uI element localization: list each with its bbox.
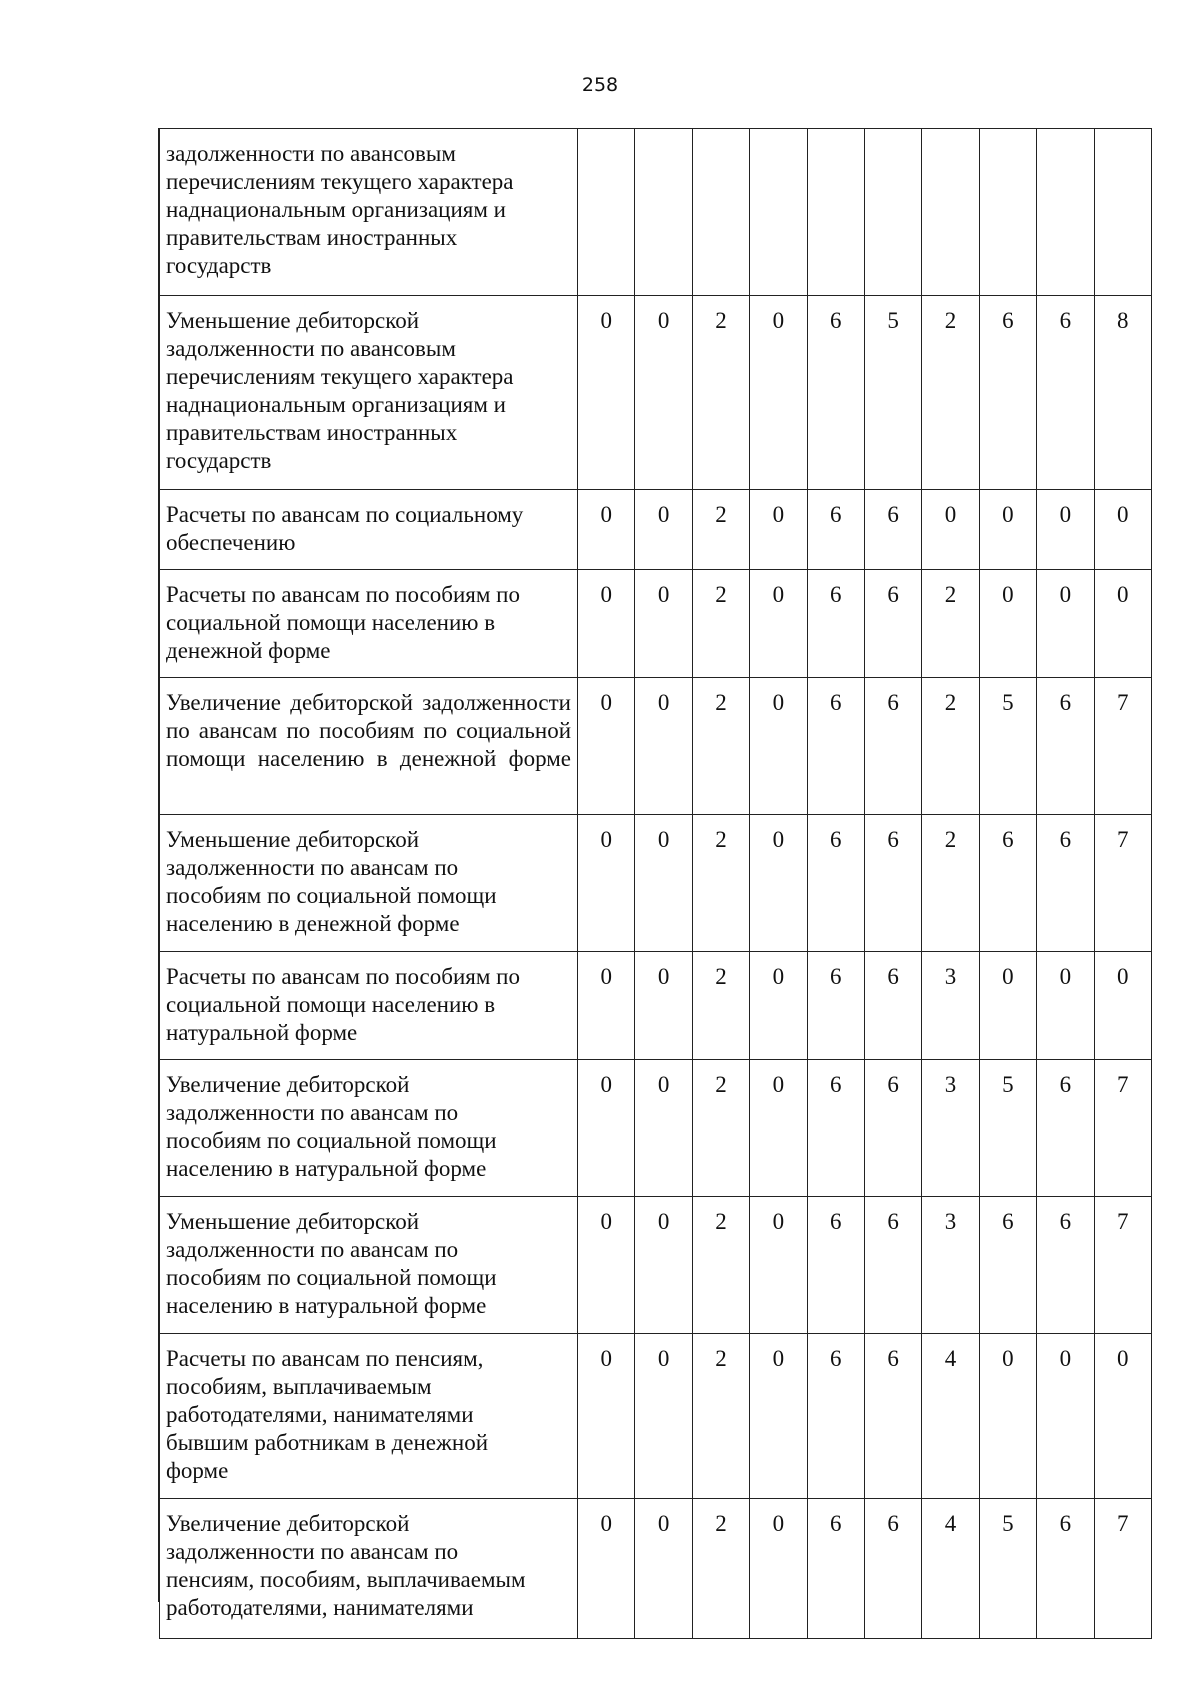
code-digit-cell (807, 129, 864, 296)
code-digit-cell: 6 (979, 815, 1036, 952)
code-digit-cell: 2 (922, 296, 979, 490)
code-digit-cell: 0 (750, 1197, 807, 1334)
code-digit-cell: 0 (1094, 952, 1151, 1060)
code-digit-cell: 0 (578, 490, 635, 570)
code-digit-cell: 6 (864, 1499, 921, 1639)
row-description: Увеличение дебиторской задолженности по авансам по пособиям по социальной помощи населению в денежной форме (160, 678, 578, 815)
code-digit-cell: 6 (807, 1197, 864, 1334)
code-digit-cell (979, 129, 1036, 296)
table-row (160, 1060, 1152, 1197)
code-digit-cell: 6 (864, 1197, 921, 1334)
row-description: Увеличение дебиторской задолженности по авансам по пенсиям, пособиям, выплачиваемым работодателями, нанимателями (160, 1499, 578, 1639)
code-digit-cell: 2 (692, 678, 749, 815)
row-description: Расчеты по авансам по пенсиям, пособиям, выплачиваемым работодателями, нанимателями бывшим работникам в денежной форме (160, 1334, 578, 1499)
code-digit-cell: 0 (979, 490, 1036, 570)
code-digit-cell: 0 (1037, 490, 1094, 570)
code-digit-cell: 0 (635, 678, 692, 815)
code-digit-cell: 6 (979, 1197, 1036, 1334)
code-digit-cell: 0 (635, 1197, 692, 1334)
code-digit-cell: 6 (1037, 296, 1094, 490)
code-digit-cell: 0 (922, 490, 979, 570)
code-digit-cell: 6 (807, 1060, 864, 1197)
code-digit-cell: 0 (578, 678, 635, 815)
code-digit-cell: 0 (979, 1334, 1036, 1499)
code-digit-cell: 7 (1094, 1060, 1151, 1197)
code-digit-cell (578, 129, 635, 296)
code-digit-cell: 5 (979, 1060, 1036, 1197)
code-digit-cell: 4 (922, 1334, 979, 1499)
code-digit-cell: 4 (922, 1499, 979, 1639)
code-digit-cell: 6 (807, 296, 864, 490)
row-description: Расчеты по авансам по пособиям по социальной помощи населению в натуральной форме (160, 952, 578, 1060)
row-description: Расчеты по авансам по пособиям по социальной помощи населению в денежной форме (160, 570, 578, 678)
code-digit-cell (1094, 129, 1151, 296)
code-digit-cell: 0 (635, 570, 692, 678)
table-row (160, 1499, 1152, 1639)
code-digit-cell: 2 (692, 1499, 749, 1639)
code-digit-cell: 6 (1037, 1197, 1094, 1334)
table-row (160, 678, 1152, 815)
code-digit-cell: 0 (635, 815, 692, 952)
code-digit-cell: 6 (807, 490, 864, 570)
code-digit-cell: 6 (864, 1060, 921, 1197)
code-digit-cell: 6 (864, 678, 921, 815)
code-digit-cell: 8 (1094, 296, 1151, 490)
code-digit-cell: 7 (1094, 1197, 1151, 1334)
code-digit-cell: 6 (1037, 1499, 1094, 1639)
code-digit-cell: 0 (979, 952, 1036, 1060)
code-digit-cell: 6 (807, 1334, 864, 1499)
code-digit-cell: 0 (750, 1499, 807, 1639)
code-digit-cell: 7 (1094, 678, 1151, 815)
code-digit-cell: 0 (750, 570, 807, 678)
code-digit-cell: 2 (692, 1197, 749, 1334)
code-digit-cell (864, 129, 921, 296)
code-digit-cell: 2 (692, 490, 749, 570)
code-digit-cell: 0 (1037, 952, 1094, 1060)
row-description: задолженности по авансовым перечислениям текущего характера наднациональным организациям и правительствам иностранных государств (160, 129, 578, 296)
code-digit-cell: 0 (750, 296, 807, 490)
code-digit-cell: 3 (922, 1060, 979, 1197)
code-digit-cell: 7 (1094, 1499, 1151, 1639)
code-digit-cell: 6 (864, 1334, 921, 1499)
code-digit-cell: 2 (692, 815, 749, 952)
code-digit-cell: 6 (1037, 678, 1094, 815)
code-digit-cell: 2 (692, 570, 749, 678)
code-digit-cell: 2 (692, 952, 749, 1060)
code-digit-cell: 0 (1037, 1334, 1094, 1499)
code-digit-cell: 0 (635, 490, 692, 570)
code-digit-cell: 0 (750, 490, 807, 570)
code-digit-cell: 0 (578, 1197, 635, 1334)
code-digit-cell: 0 (750, 815, 807, 952)
code-digit-cell: 0 (750, 1334, 807, 1499)
code-digit-cell: 3 (922, 1197, 979, 1334)
code-digit-cell: 6 (979, 296, 1036, 490)
code-digit-cell: 6 (864, 952, 921, 1060)
code-digit-cell: 0 (1094, 570, 1151, 678)
code-digit-cell: 0 (635, 1060, 692, 1197)
table-row (160, 1197, 1152, 1334)
code-digit-cell: 0 (1037, 570, 1094, 678)
row-description: Уменьшение дебиторской задолженности по авансам по пособиям по социальной помощи населению в натуральной форме (160, 1197, 578, 1334)
code-digit-cell: 0 (979, 570, 1036, 678)
code-digit-cell: 2 (922, 815, 979, 952)
row-description: Уменьшение дебиторской задолженности по авансовым перечислениям текущего характера наднациональным организациям и правительствам иностранных государств (160, 296, 578, 490)
table-row (160, 490, 1152, 570)
code-digit-cell: 6 (807, 1499, 864, 1639)
table-row (160, 952, 1152, 1060)
code-digit-cell: 6 (807, 815, 864, 952)
table-row (160, 815, 1152, 952)
code-digit-cell: 2 (692, 1334, 749, 1499)
code-digit-cell: 3 (922, 952, 979, 1060)
code-digit-cell: 5 (979, 678, 1036, 815)
code-digit-cell: 0 (750, 952, 807, 1060)
code-digit-cell: 6 (864, 815, 921, 952)
code-digit-cell: 6 (1037, 1060, 1094, 1197)
code-digit-cell: 0 (635, 952, 692, 1060)
code-digit-cell: 0 (635, 1334, 692, 1499)
code-digit-cell: 6 (807, 570, 864, 678)
table-body (160, 129, 1152, 1639)
code-digit-cell: 2 (922, 678, 979, 815)
code-digit-cell: 0 (1094, 490, 1151, 570)
row-description: Расчеты по авансам по социальному обеспечению (160, 490, 578, 570)
table-row (160, 1334, 1152, 1499)
code-digit-cell: 0 (635, 1499, 692, 1639)
table-row (160, 570, 1152, 678)
code-digit-cell: 7 (1094, 815, 1151, 952)
table-row (160, 129, 1152, 296)
code-digit-cell: 2 (922, 570, 979, 678)
code-digit-cell: 6 (1037, 815, 1094, 952)
code-digit-cell: 0 (578, 570, 635, 678)
table-row (160, 296, 1152, 490)
code-digit-cell: 6 (807, 678, 864, 815)
row-description: Уменьшение дебиторской задолженности по авансам по пособиям по социальной помощи населению в денежной форме (160, 815, 578, 952)
code-digit-cell: 0 (578, 1499, 635, 1639)
classification-table (158, 128, 1151, 1620)
code-digit-cell (635, 129, 692, 296)
code-digit-cell: 2 (692, 1060, 749, 1197)
code-digit-cell: 0 (578, 952, 635, 1060)
code-digit-cell: 0 (635, 296, 692, 490)
code-digit-cell: 0 (750, 678, 807, 815)
code-digit-cell: 0 (578, 1334, 635, 1499)
code-digit-cell: 5 (979, 1499, 1036, 1639)
code-digit-cell: 2 (692, 296, 749, 490)
code-digit-cell (922, 129, 979, 296)
code-digit-cell (1037, 129, 1094, 296)
code-digit-cell: 6 (807, 952, 864, 1060)
code-digit-cell: 5 (864, 296, 921, 490)
code-digit-cell: 0 (578, 1060, 635, 1197)
code-digit-cell: 0 (578, 296, 635, 490)
page-number: 258 (581, 74, 619, 96)
code-digit-cell: 6 (864, 570, 921, 678)
row-description: Увеличение дебиторской задолженности по авансам по пособиям по социальной помощи населению в натуральной форме (160, 1060, 578, 1197)
code-digit-cell (750, 129, 807, 296)
code-digit-cell: 6 (864, 490, 921, 570)
code-digit-cell (692, 129, 749, 296)
code-digit-cell: 0 (750, 1060, 807, 1197)
code-digit-cell: 0 (578, 815, 635, 952)
code-digit-cell: 0 (1094, 1334, 1151, 1499)
